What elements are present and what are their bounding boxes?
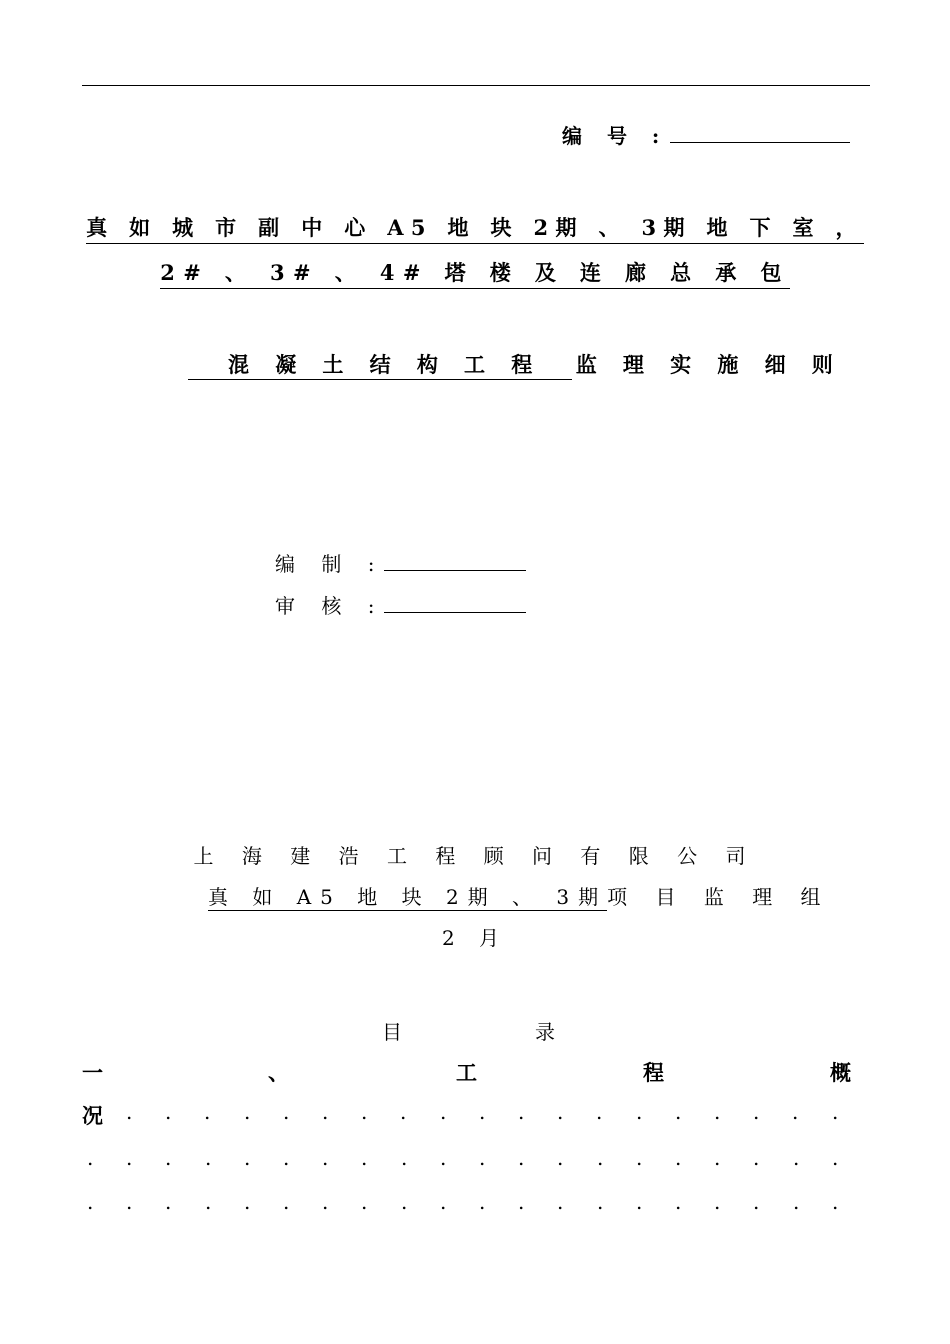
document-number-blank	[670, 141, 850, 143]
toc-leader-dot: .	[793, 1146, 800, 1170]
company-name-text: 上 海 建 浩 工 程 顾 问 有 限 公 司	[193, 844, 757, 868]
title-line-1-text: 真 如 城 市 副 中 心 A5 地 块 2期 、 3期 地 下 室 ，	[86, 212, 864, 244]
toc-leader-dot: .	[205, 1190, 212, 1214]
toc-leader-dot: .	[557, 1146, 564, 1170]
supervision-group-name: 项 目 监 理 组	[607, 885, 832, 909]
toc-leader-dot: .	[675, 1146, 682, 1170]
toc-leader-dot: .	[792, 1100, 799, 1124]
toc-leader-dot: .	[322, 1100, 329, 1124]
toc-leader-dot: .	[361, 1190, 368, 1214]
toc-leader-dot: .	[322, 1146, 329, 1170]
toc-char: 概	[830, 1060, 851, 1085]
toc-leader-dot: .	[636, 1100, 643, 1124]
toc-leader-dot: .	[244, 1190, 251, 1214]
document-number-field	[562, 120, 850, 149]
toc-leader-dot: .	[832, 1190, 839, 1214]
toc-leader-dot: .	[479, 1190, 486, 1214]
toc-leader-dot: .	[87, 1146, 94, 1170]
toc-leader-dot: .	[557, 1190, 564, 1214]
toc-leader-dot: .	[87, 1190, 94, 1214]
document-date-text: 2 月	[441, 926, 509, 950]
title-line-3	[188, 349, 842, 380]
toc-leader-dot: .	[714, 1100, 721, 1124]
document-type: 监 理 实 施 细 则	[575, 352, 843, 377]
prepared-by-blank	[384, 569, 526, 571]
toc-leader-dot: .	[205, 1146, 212, 1170]
toc-leader-dot: .	[557, 1100, 564, 1124]
title-line-3-underlined	[188, 349, 572, 380]
toc-entry-1-continuation: 况	[82, 1103, 103, 1128]
reviewed-by-label: 审 核 :	[275, 594, 385, 618]
supervision-group-project: 真 如 A5 地 块 2期 、 3期	[208, 881, 607, 911]
toc-leader-dot: .	[165, 1146, 172, 1170]
toc-leader-dot: .	[518, 1146, 525, 1170]
toc-leader-dot: .	[440, 1146, 447, 1170]
toc-leader-dot: .	[714, 1146, 721, 1170]
header-rule	[82, 85, 870, 86]
toc-leader-dot: .	[832, 1100, 839, 1124]
toc-leader-dot: .	[636, 1190, 643, 1214]
toc-leader-dot: .	[596, 1100, 603, 1124]
toc-leader-dot: .	[518, 1190, 525, 1214]
toc-leader-dot: .	[597, 1146, 604, 1170]
toc-leader-dot: .	[714, 1190, 721, 1214]
toc-leader-dot: .	[126, 1190, 133, 1214]
toc-leader-dot: .	[753, 1190, 760, 1214]
toc-entry-1-part-c	[456, 1057, 477, 1087]
toc-leader-dot: .	[244, 1100, 251, 1124]
toc-leader-dot: .	[440, 1100, 447, 1124]
toc-leader-dot: .	[753, 1146, 760, 1170]
supervision-group	[208, 881, 832, 911]
project-name: 混 凝 土 结 构 工 程	[228, 352, 542, 377]
toc-leader-row-2	[0, 1146, 950, 1174]
prepared-by-field	[275, 548, 526, 577]
reviewed-by-blank	[384, 611, 526, 613]
title-line-1	[0, 212, 950, 244]
toc-leader-dot: .	[479, 1146, 486, 1170]
toc-leader-dot: .	[283, 1190, 290, 1214]
document-date	[0, 922, 950, 951]
reviewed-by-field	[275, 590, 526, 619]
document-number-label: 编 号 :	[562, 124, 669, 148]
toc-leader-dot: .	[165, 1190, 172, 1214]
title-line-2	[0, 257, 950, 289]
toc-leader-dot: .	[440, 1190, 447, 1214]
toc-entry-1-part-e	[830, 1057, 851, 1087]
toc-leader-dot: .	[361, 1146, 368, 1170]
toc-leader-dot: .	[793, 1190, 800, 1214]
toc-leader-dot: .	[753, 1100, 760, 1124]
toc-leader-dot: .	[597, 1190, 604, 1214]
toc-leader-dot: .	[636, 1146, 643, 1170]
toc-leader-dot: .	[165, 1100, 172, 1124]
toc-char: 一	[82, 1060, 103, 1085]
prepared-by-label: 编 制 :	[275, 552, 385, 576]
toc-leader-dot: .	[479, 1100, 486, 1124]
toc-leader-dot: .	[401, 1190, 408, 1214]
toc-leader-row-3	[0, 1190, 950, 1218]
toc-leader-dot: .	[283, 1100, 290, 1124]
toc-leader-dot: .	[832, 1146, 839, 1170]
toc-leader-dot: .	[244, 1146, 251, 1170]
toc-leader-dot: .	[675, 1190, 682, 1214]
toc-heading-left: 目	[382, 1020, 402, 1044]
toc-char: 、	[268, 1060, 289, 1085]
toc-heading-right: 录	[535, 1020, 555, 1044]
toc-char: 工	[456, 1060, 477, 1085]
toc-leader-dot: .	[126, 1100, 133, 1124]
toc-leader-row-1	[0, 1100, 950, 1128]
toc-leader-dot: .	[400, 1100, 407, 1124]
toc-leader-dot: .	[204, 1100, 211, 1124]
title-line-2-text: 2# 、 3# 、 4# 塔 楼 及 连 廊 总 承 包	[160, 257, 790, 289]
toc-entry-1-part-a	[82, 1057, 103, 1087]
toc-leader-dot: .	[518, 1100, 525, 1124]
toc-leader-dot: .	[322, 1190, 329, 1214]
company-name	[0, 840, 950, 869]
toc-char: 程	[643, 1060, 664, 1085]
toc-leader-dot: .	[283, 1146, 290, 1170]
toc-entry-1-part-d	[643, 1057, 664, 1087]
toc-leader-dot: .	[126, 1146, 133, 1170]
toc-leader-dot: .	[401, 1146, 408, 1170]
toc-entry-1-part-b	[268, 1057, 289, 1087]
toc-leader-dot: .	[675, 1100, 682, 1124]
toc-leader-dot: .	[361, 1100, 368, 1124]
